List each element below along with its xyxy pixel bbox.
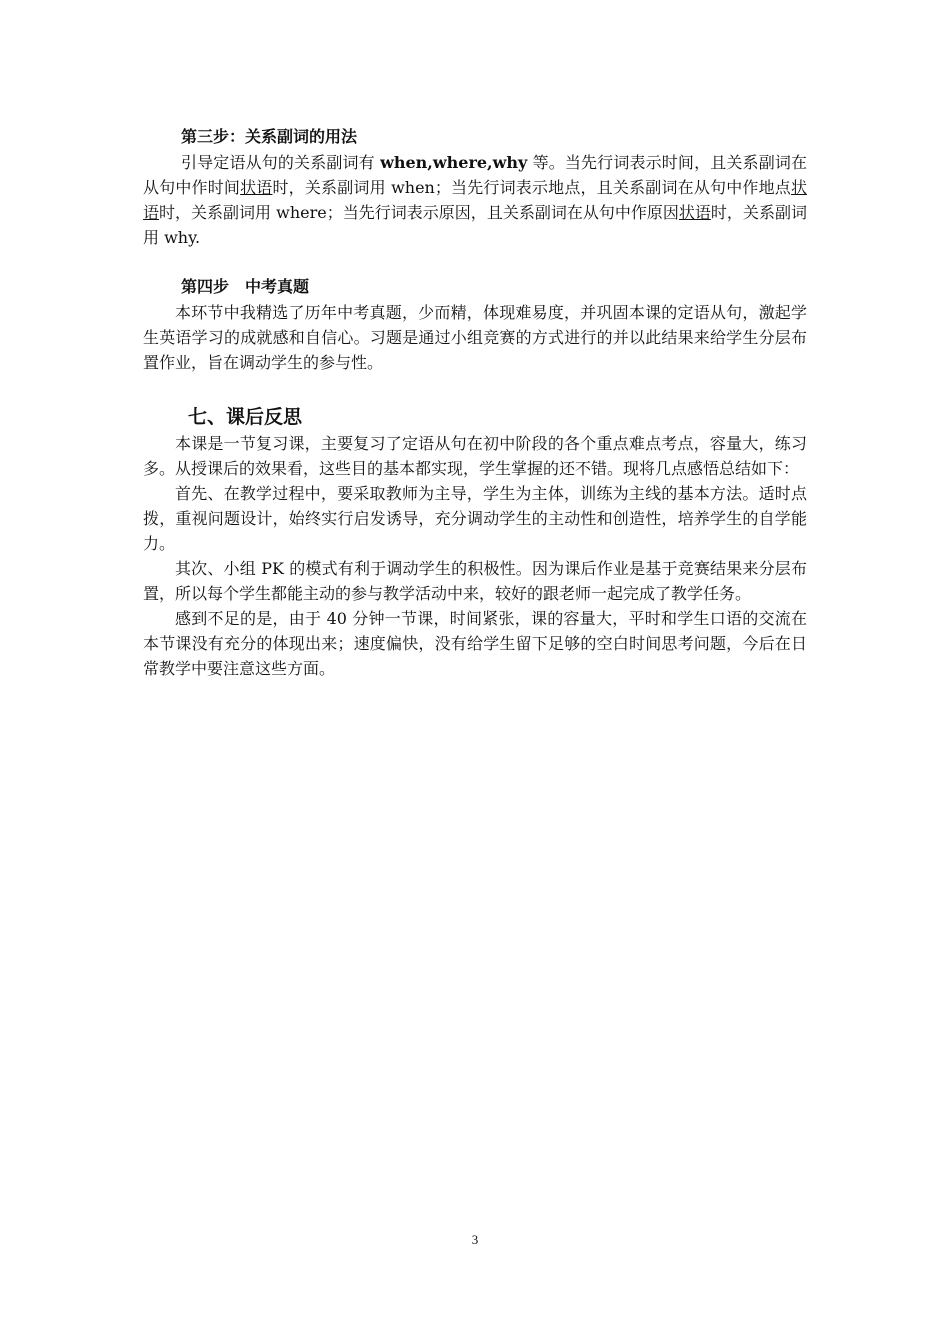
page-number: 3 bbox=[471, 1232, 479, 1247]
relative-adverbs-bold: when,where,why bbox=[380, 153, 528, 172]
step4-heading: 第四步 中考真题 bbox=[181, 277, 310, 296]
step3-heading: 第三步：关系副词的用法 bbox=[181, 127, 358, 146]
underlined-term-3: 状语 bbox=[678, 203, 711, 222]
step3-paragraph bbox=[143, 150, 807, 250]
step3-text-b: 等。当先行词表示时间，且关系副词在从句中作时间 bbox=[143, 153, 807, 197]
step3-text-e: 时，关系副词用 why. bbox=[143, 203, 807, 247]
reflection-paragraph-1: 本课是一节复习课，主要复习了定语从句在初中阶段的各个重点难点考点，容量大，练习多。从授课后的效果看，这些目的基本都实现，学生掌握的还不错。现将几点感悟总结如下： bbox=[143, 434, 807, 478]
step3-text-a: 引导定语从句的关系副词有 bbox=[181, 153, 381, 172]
reflection-paragraph-4: 感到不足的是，由于 40 分钟一节课，时间紧张，课的容量大，平时和学生口语的交流在本节课没有充分的体现出来；速度偏快，没有给学生留下足够的空白时间思考问题，今后在日常教学中要注意这些方面。 bbox=[143, 609, 807, 678]
document-page bbox=[143, 124, 807, 681]
reflection-paragraph-3: 其次、小组 PK 的模式有利于调动学生的积极性。因为课后作业是基于竞赛结果来分层布置，所以每个学生都能主动的参与教学活动中来，较好的跟老师一起完成了教学任务。 bbox=[143, 559, 807, 603]
step3-text-c: 时，关系副词用 when；当先行词表示地点，且关系副词在从句中作地点 bbox=[272, 178, 791, 197]
underlined-term-1: 状语 bbox=[240, 178, 273, 197]
step4-paragraph: 本环节中我精选了历年中考真题，少而精，体现难易度，并巩固本课的定语从句，激起学生英语学习的成就感和自信心。习题是通过小组竞赛的方式进行的并以此结果来给学生分层布置作业，旨在调动学生的参与性。 bbox=[143, 303, 807, 372]
underlined-term-2: 状语 bbox=[143, 178, 807, 222]
reflection-heading: 七、课后反思 bbox=[188, 406, 303, 428]
reflection-paragraph-2: 首先、在教学过程中，要采取教师为主导，学生为主体，训练为主线的基本方法。适时点拨，重视问题设计，始终实行启发诱导，充分调动学生的主动性和创造性，培养学生的自学能力。 bbox=[143, 484, 807, 553]
step3-text-d: 时，关系副词用 where；当先行词表示原因，且关系副词在从句中作原因 bbox=[159, 203, 679, 222]
